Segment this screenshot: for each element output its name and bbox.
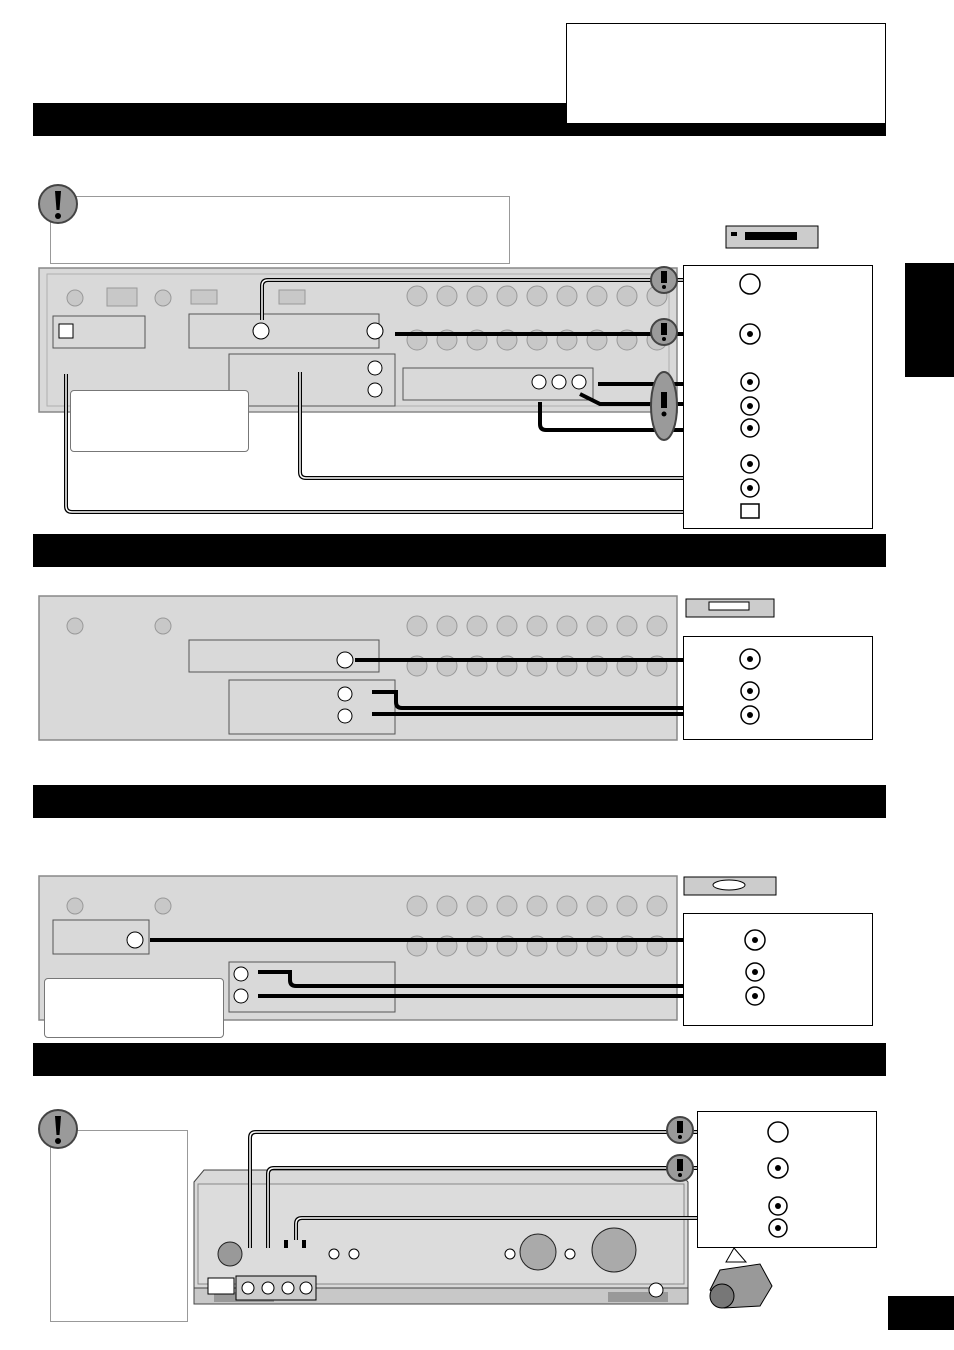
section-bar-cd xyxy=(33,785,886,818)
camcorder-device-jacks xyxy=(758,1118,798,1243)
dvd-device-jack-panel xyxy=(683,265,873,529)
turntable-icon xyxy=(683,873,779,899)
vcr-device-jack-panel xyxy=(683,636,873,740)
section-bar-front xyxy=(33,1043,886,1076)
page-number-tab xyxy=(888,1296,954,1330)
vcr-device-icon xyxy=(725,224,821,252)
cd-device-jacks xyxy=(735,922,775,1012)
vcr-device-jacks xyxy=(730,645,770,725)
camcorder-icon xyxy=(700,1246,780,1316)
top-note-box-overlay xyxy=(566,23,886,124)
tape-deck-icon xyxy=(685,597,777,621)
cd-device-jack-panel xyxy=(683,913,873,1026)
dvd-device-jacks xyxy=(730,270,770,520)
